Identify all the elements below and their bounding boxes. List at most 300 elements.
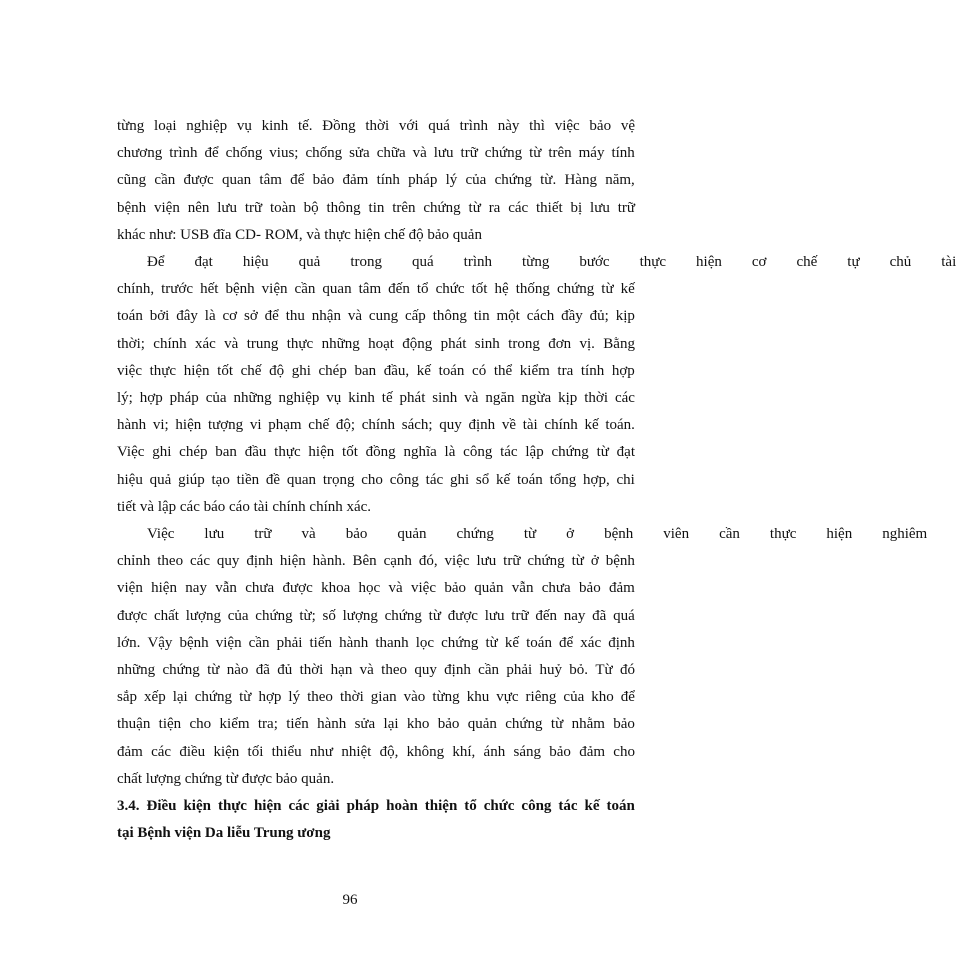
word: từ (207, 662, 220, 679)
word: được (117, 607, 148, 624)
word: hợp (139, 390, 163, 407)
word: này (497, 118, 520, 134)
word: để (559, 634, 574, 651)
word: được (282, 580, 313, 597)
word: giải (316, 798, 340, 815)
word: bảo (312, 172, 335, 189)
word: tâm (259, 172, 282, 189)
word: của (465, 172, 487, 189)
word: và (359, 662, 374, 679)
word: cơ (222, 308, 238, 325)
word: chống (225, 145, 263, 162)
word: quan (286, 471, 317, 488)
word: vệ (620, 118, 635, 134)
word: nhiệt (341, 743, 372, 760)
word: lại (383, 716, 399, 733)
word: tác (500, 444, 518, 461)
word: trong (350, 254, 382, 271)
word: chế (796, 254, 818, 271)
word: từ (523, 526, 537, 543)
word: chương (117, 145, 163, 162)
word: kiểm (219, 716, 250, 733)
word: động (402, 335, 433, 352)
word: lưu (433, 145, 454, 162)
word: nào (226, 662, 249, 679)
word: chế (308, 417, 330, 434)
page-number: 96 (342, 892, 358, 908)
word: gian (370, 689, 397, 706)
word: đạt (194, 254, 213, 271)
word: kho (406, 716, 430, 733)
word: độ (269, 362, 285, 379)
word: của (205, 390, 227, 407)
word: và (347, 308, 363, 325)
word: chức (483, 798, 515, 815)
word: nghiệp (186, 118, 228, 134)
word: kho (591, 689, 614, 706)
word: kịp (615, 308, 635, 325)
word: sắp (117, 689, 137, 706)
word: chứng (484, 145, 523, 162)
word: đảm (342, 172, 369, 189)
text-line (117, 412, 635, 439)
word: hệ (494, 281, 509, 298)
text-line (117, 113, 635, 140)
word: chứng (384, 607, 422, 624)
word: tra (557, 362, 574, 379)
word: học (358, 580, 381, 597)
word: phát (399, 390, 426, 407)
word: Việc (147, 526, 175, 543)
word: phạm (268, 417, 302, 434)
word: chính (361, 417, 396, 434)
word: lượng (342, 607, 378, 624)
word: trữ (254, 526, 272, 543)
word: phải (506, 662, 533, 679)
word: sửa (354, 716, 376, 733)
word: của (563, 689, 585, 706)
text-line (117, 358, 635, 385)
word: được (447, 607, 478, 624)
word: bảo (444, 580, 466, 597)
word: toán. (605, 417, 635, 434)
word: hiện (151, 580, 177, 597)
word: có (472, 362, 487, 379)
word: hành. (312, 553, 346, 570)
word: quá (412, 254, 434, 271)
line-text: tiết và lập các báo cáo tài chính chính xác. (117, 498, 372, 515)
word: lập (525, 444, 544, 461)
word: chữa (376, 145, 406, 162)
word: và (412, 145, 427, 162)
text-line (117, 140, 635, 167)
word: thực (217, 798, 247, 815)
word: định (608, 634, 635, 651)
word: việc (444, 553, 470, 570)
word: là (444, 444, 456, 461)
line-text: khác như: USB đĩa CD- ROM, và thực hiện chế độ bảo quản (117, 226, 482, 243)
word: những (117, 662, 156, 679)
word: toán (606, 798, 635, 815)
word: thu (285, 308, 305, 325)
word: kiểm (519, 362, 550, 379)
word: hợp (258, 689, 282, 706)
word: khu (466, 689, 490, 706)
word: việc (117, 362, 142, 379)
word: bệnh (225, 281, 255, 298)
word: từ; (299, 607, 316, 624)
word: nên (187, 199, 210, 216)
paragraph-2 (117, 249, 956, 521)
text-line (117, 684, 635, 711)
word: phải (276, 634, 303, 651)
word: tối (247, 743, 264, 760)
word: thống (515, 281, 550, 298)
word: thực (639, 254, 667, 271)
word: được (183, 172, 214, 189)
word: quy (414, 662, 437, 679)
word: cần (719, 526, 740, 543)
word: các (190, 553, 210, 570)
word: hiệu (242, 254, 269, 271)
word: sổ (475, 471, 490, 488)
word: bệnh (604, 526, 634, 543)
text-line (117, 739, 635, 766)
word: chứng (494, 172, 532, 189)
word: bảo (589, 118, 612, 134)
word: trình (169, 145, 198, 162)
word: vius; (269, 145, 299, 162)
word: tạo (211, 471, 230, 488)
text-line (117, 711, 635, 738)
word: ban (354, 362, 377, 379)
word: lượng (185, 607, 221, 624)
word: đó (620, 662, 635, 679)
word: chứng (556, 281, 595, 298)
word: thông (326, 199, 361, 216)
word: để (204, 145, 219, 162)
word: Đồng (322, 118, 356, 134)
word: trữ (244, 199, 263, 216)
heading-text: tại Bệnh viện Da liễu Trung ương (117, 825, 331, 842)
word: tài (941, 254, 956, 271)
word: chưa (541, 580, 571, 597)
word: đầu, (383, 362, 410, 379)
word: trung (246, 335, 279, 352)
heading-line (117, 793, 635, 820)
word: sở (243, 308, 258, 325)
word: ghi (152, 444, 172, 461)
text-line (117, 657, 635, 684)
text-line (117, 195, 635, 222)
word: đã (255, 662, 270, 679)
word: Điều (146, 798, 177, 815)
word: thiện (424, 798, 458, 815)
word: từ (550, 716, 564, 733)
word: tốt (471, 281, 488, 298)
word: ở (566, 526, 575, 543)
word: chế (240, 362, 262, 379)
text-line (117, 222, 635, 249)
word: kế (584, 798, 600, 815)
text-line (117, 548, 635, 575)
word: hạn (330, 662, 353, 679)
word: đơn (548, 335, 572, 352)
word: riêng (525, 689, 557, 706)
word: quản (474, 580, 504, 597)
word: các (151, 743, 172, 760)
word: chứng (551, 444, 589, 461)
word: là (204, 308, 216, 325)
word: đó, (418, 553, 438, 570)
word: nhằm (571, 716, 605, 733)
word: tính (376, 172, 400, 189)
word: bước (579, 254, 610, 271)
word: cần (248, 634, 270, 651)
text-line (117, 630, 635, 657)
word: chứng (255, 607, 293, 624)
word: hiện (175, 417, 202, 434)
word: để (264, 308, 279, 325)
word: nay (563, 607, 586, 624)
word: cách (526, 308, 555, 325)
word: bệnh (179, 634, 209, 651)
word: kế (620, 281, 635, 298)
word: quy (216, 553, 240, 570)
word: chất (153, 607, 179, 624)
word: và (464, 390, 479, 407)
word: ngừa (521, 390, 552, 407)
word: quá (613, 607, 635, 624)
word: thì (529, 118, 545, 134)
word: chỉnh (117, 553, 151, 570)
word: hiện (826, 526, 853, 543)
word: ánh (483, 743, 506, 760)
word: từ (601, 281, 614, 298)
word: thiểu (271, 743, 302, 760)
word: hoạt (368, 335, 394, 352)
word: ra (488, 199, 501, 216)
word: thời (584, 390, 609, 407)
word: toán (117, 308, 143, 325)
word: đảm (117, 743, 143, 760)
text-line (117, 303, 635, 330)
word: khoa (321, 580, 351, 597)
word: nghiêm (882, 526, 928, 543)
word: tiện (158, 716, 182, 733)
word: cơ (751, 254, 767, 271)
line-text: chất lượng chứng từ được bảo quản. (117, 770, 335, 787)
word: định (468, 417, 496, 434)
word: trên (392, 199, 416, 216)
word: xác (580, 634, 602, 651)
word: nhận (311, 308, 341, 325)
word: lớn. (117, 634, 141, 651)
word: bởi (149, 308, 170, 325)
word: không (406, 743, 445, 760)
word: kịp (558, 390, 578, 407)
word: vụ (326, 390, 342, 407)
word: quản (467, 716, 497, 733)
word: độ; (335, 417, 355, 434)
word: đủ (277, 662, 293, 679)
word: xác (194, 335, 216, 352)
word: để (620, 689, 635, 706)
word: tế (381, 390, 393, 407)
text-line (117, 521, 928, 548)
word: hiệu (117, 471, 143, 488)
word: từ (468, 199, 481, 216)
word: đạt (616, 444, 635, 461)
word: thời (339, 689, 364, 706)
word: các (614, 390, 635, 407)
word: tác (425, 471, 444, 488)
word: 3.4. (117, 798, 140, 815)
word: công (389, 471, 419, 488)
word: lưu (217, 199, 238, 216)
word: và (301, 526, 316, 543)
word: tính (611, 145, 635, 162)
word: kinh (261, 118, 289, 134)
word: điều (179, 743, 206, 760)
word: với (398, 118, 419, 134)
word: huỷ (539, 662, 562, 679)
word: pháp (346, 798, 380, 815)
paragraph-1 (117, 113, 635, 249)
word: bị (570, 199, 583, 216)
word: bệnh (605, 553, 635, 570)
word: từ (428, 607, 441, 624)
word: quan (221, 172, 252, 189)
word: toán (438, 362, 465, 379)
word: tài (522, 417, 538, 434)
word: và (224, 335, 239, 352)
word: lưu (204, 526, 225, 543)
word: kế (504, 634, 520, 651)
word: trữ (617, 199, 635, 216)
word: bảo (437, 716, 460, 733)
word: giúp (178, 471, 205, 488)
word: viện (215, 634, 242, 651)
word: kế (496, 471, 511, 488)
word: thực (286, 335, 314, 352)
word: ghi (449, 471, 470, 488)
word: tâm (358, 281, 382, 298)
word: từng (117, 118, 145, 134)
word: vị. (579, 335, 595, 352)
word: quy (439, 417, 462, 434)
word: bỏ. (569, 662, 589, 679)
word: từ (239, 689, 252, 706)
word: vẫn (511, 580, 534, 597)
heading-line (117, 820, 635, 847)
word: theo (157, 553, 184, 570)
word: cạnh (383, 553, 412, 570)
word: tự (847, 254, 860, 271)
word: thực (274, 444, 301, 461)
word: việc (411, 580, 436, 597)
word: sinh (474, 335, 500, 352)
word: chứng (456, 526, 494, 543)
word: chứng (527, 553, 565, 570)
word: lọc (415, 634, 435, 651)
word: bảo (579, 580, 601, 597)
word: độ, (379, 743, 399, 760)
word: lý (288, 689, 301, 706)
word: máy (578, 145, 605, 162)
word: đến (535, 607, 557, 624)
text-line (117, 494, 635, 521)
word: thời (299, 662, 324, 679)
word: tra; (257, 716, 278, 733)
word: định (444, 662, 471, 679)
word: sửa (349, 145, 370, 162)
word: Hàng (564, 172, 597, 189)
word: lý (445, 172, 458, 189)
word: hiện (253, 798, 282, 815)
word: chức (435, 281, 465, 298)
word: của (227, 607, 249, 624)
word: cho (361, 471, 383, 488)
word: vi; (152, 417, 169, 434)
word: nghiệp (278, 390, 320, 407)
text-line (117, 439, 635, 466)
text-line (117, 385, 635, 412)
word: chống (305, 145, 343, 162)
word: viện (154, 199, 180, 216)
word: hoàn (386, 798, 418, 815)
word: định (246, 553, 273, 570)
word: một (496, 308, 520, 325)
word: cho (189, 716, 212, 733)
word: hiện (183, 362, 210, 379)
word: cung (368, 308, 399, 325)
text-line (117, 467, 635, 494)
word: thể (493, 362, 513, 379)
word: hiện (279, 553, 306, 570)
word: nghĩa (403, 444, 437, 461)
word: đầu (244, 444, 267, 461)
word: trình (459, 118, 488, 134)
word: chứng (194, 689, 233, 706)
word: cho (613, 743, 635, 760)
word: Để (147, 254, 165, 271)
word: Từ (595, 662, 613, 679)
word: đảm (579, 743, 606, 760)
word: đây (176, 308, 198, 325)
word: các (508, 199, 529, 216)
word: công (521, 798, 552, 815)
word: sinh (432, 390, 458, 407)
word: bảo (549, 743, 571, 760)
word: trên (548, 145, 572, 162)
word: thanh (375, 634, 409, 651)
word: kiện (213, 743, 240, 760)
section-heading (117, 793, 635, 847)
word: công (463, 444, 493, 461)
word: lưu (484, 607, 505, 624)
word: vụ (236, 118, 252, 134)
word: viện (117, 580, 143, 597)
word: từ. (540, 172, 557, 189)
word: chi (616, 471, 635, 488)
word: trong (508, 335, 540, 352)
word: cấp (404, 308, 426, 325)
word: vi (249, 417, 262, 434)
word: bảo (345, 526, 368, 543)
word: lý; (117, 390, 133, 407)
word: và (388, 580, 403, 597)
